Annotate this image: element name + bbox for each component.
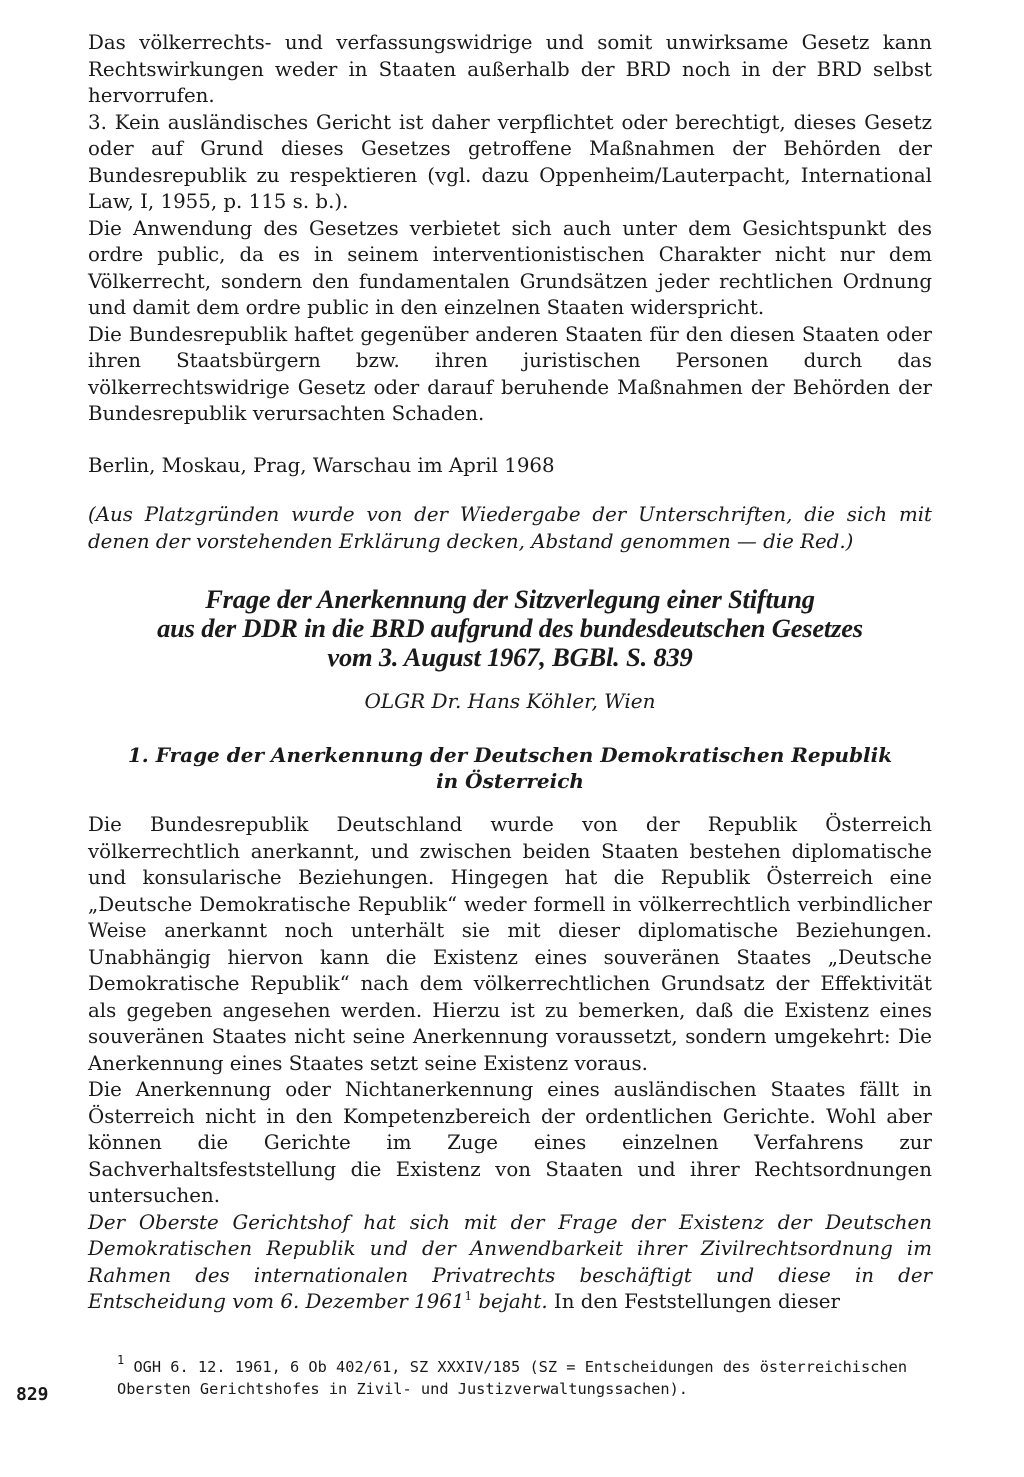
footnote-text: OGH 6. 12. 1961, 6 Ob 402/61, SZ XXXIV/185 (SZ = Entscheidungen des österreichischen Obersten Gerichtshofes in Zivil- und Justizverwaltungssachen). xyxy=(117,1358,908,1398)
section-heading xyxy=(88,742,932,794)
italic-text: Der Oberste Gerichtshof hat sich mit der Frage der Existenz der Deutschen Demokratischen Republik und der Anwendbarkeit ihrer Zivilrechtsordnung im Rahmen des internationalen Privatrechts beschäftigt und diese in der Entscheidung vom 6. Dezember 1961 xyxy=(88,1210,932,1313)
article-title-line: aus der DDR in die BRD aufgrund des bundesdeutschen Gesetzes xyxy=(157,613,863,643)
body-paragraph: Die Bundesrepublik haftet gegenüber anderen Staaten für den diesen Staaten oder ihren Staatsbürgern bzw. ihren juristischen Personen durch das völkerrechtswidrige Gesetz oder darauf beruhende Maßnahmen der Behörden der Bundesrepublik verursachten Schaden. xyxy=(88,322,932,425)
article-title xyxy=(88,585,932,672)
footnote xyxy=(117,1353,937,1400)
italic-text: bejaht. xyxy=(472,1290,548,1313)
body-paragraph: Das völkerrechts- und verfassungswidrige und somit unwirksame Gesetz kann Rechtswirkungen weder in Staaten außerhalb der BRD noch in der BRD selbst hervorrufen. xyxy=(88,31,932,107)
date-line: Berlin, Moskau, Prag, Warschau im April 1968 xyxy=(88,453,555,477)
body-paragraph: Die Anerkennung oder Nichtanerkennung eines ausländischen Staates fällt in Österreich nicht in den Kompetenzbereich der ordentlichen Gerichte. Wohl aber können die Gerichte im Zuge eines einzelnen Verfahrens zur Sachverhaltsfeststellung die Existenz von Staaten und ihrer Rechtsordnungen untersuchen. xyxy=(88,1078,932,1207)
body-paragraph: 3. Kein ausländisches Gericht ist daher verpflichtet oder berechtigt, dieses Gesetz oder auf Grund dieses Gesetzes getroffene Maßnahmen der Behörden der Bundesrepublik zu respektieren (vgl. dazu Oppenheim/Lauterpacht, International Law, I, 1955, p. 115 s. b.). xyxy=(88,110,932,213)
body-paragraph: Die Bundesrepublik Deutschland wurde von der Republik Österreich völkerrechtlich anerkannt, und zwischen beiden Staaten bestehen diplomatische und konsularische Beziehungen. Hingegen hat die Republik Österreich eine „Deutsche Demokratische Republik“ weder formell in völkerrechtlich verbindlicher Weise anerkannt noch unterhält sie mit dieser diplomatische Beziehungen. Unabhängig hiervon kann die Existenz eines souveränen Staates „Deutsche Demokratische Republik“ nach dem völkerrechtlichen Grundsatz der Effektivität als gegeben angesehen werden. Hierzu ist zu bemerken, daß die Existenz eines souveränen Staates nicht seine Anerkennung voraussetzt, sondern umgekehrt: Die Anerkennung eines Staates setzt seine Existenz voraus. xyxy=(88,813,932,1075)
body-paragraph xyxy=(88,1210,932,1316)
article-title-line: Frage der Anerkennung der Sitzverlegung einer Stiftung xyxy=(205,584,815,614)
article-author: OLGR Dr. Hans Köhler, Wien xyxy=(364,689,656,713)
section-heading-line: 1. Frage der Anerkennung der Deutschen Demokratischen Republik xyxy=(127,743,893,767)
footnote-marker: 1 xyxy=(117,1353,125,1367)
document-page xyxy=(88,30,932,1316)
page-number: 829 xyxy=(16,1384,49,1405)
editorial-note: (Aus Platzgründen wurde von der Wiedergabe der Unterschriften, die sich mit denen der vorstehenden Erklärung decken, Abstand genommen — die Red.) xyxy=(88,503,932,553)
footnote-reference[interactable]: 1 xyxy=(464,1289,473,1303)
section-heading-line: in Österreich xyxy=(436,769,584,793)
body-text: In den Feststellungen dieser xyxy=(547,1290,840,1313)
article-title-line: vom 3. August 1967, BGBl. S. 839 xyxy=(327,642,693,672)
body-paragraph: Die Anwendung des Gesetzes verbietet sich auch unter dem Gesichtspunkt des ordre public, da es in seinem interventionistischen Charakter nicht nur dem Völkerrecht, sondern den fundamentalen Grundsätzen jeder rechtlichen Ordnung und damit dem ordre public in den einzelnen Staaten widerspricht. xyxy=(88,216,932,319)
